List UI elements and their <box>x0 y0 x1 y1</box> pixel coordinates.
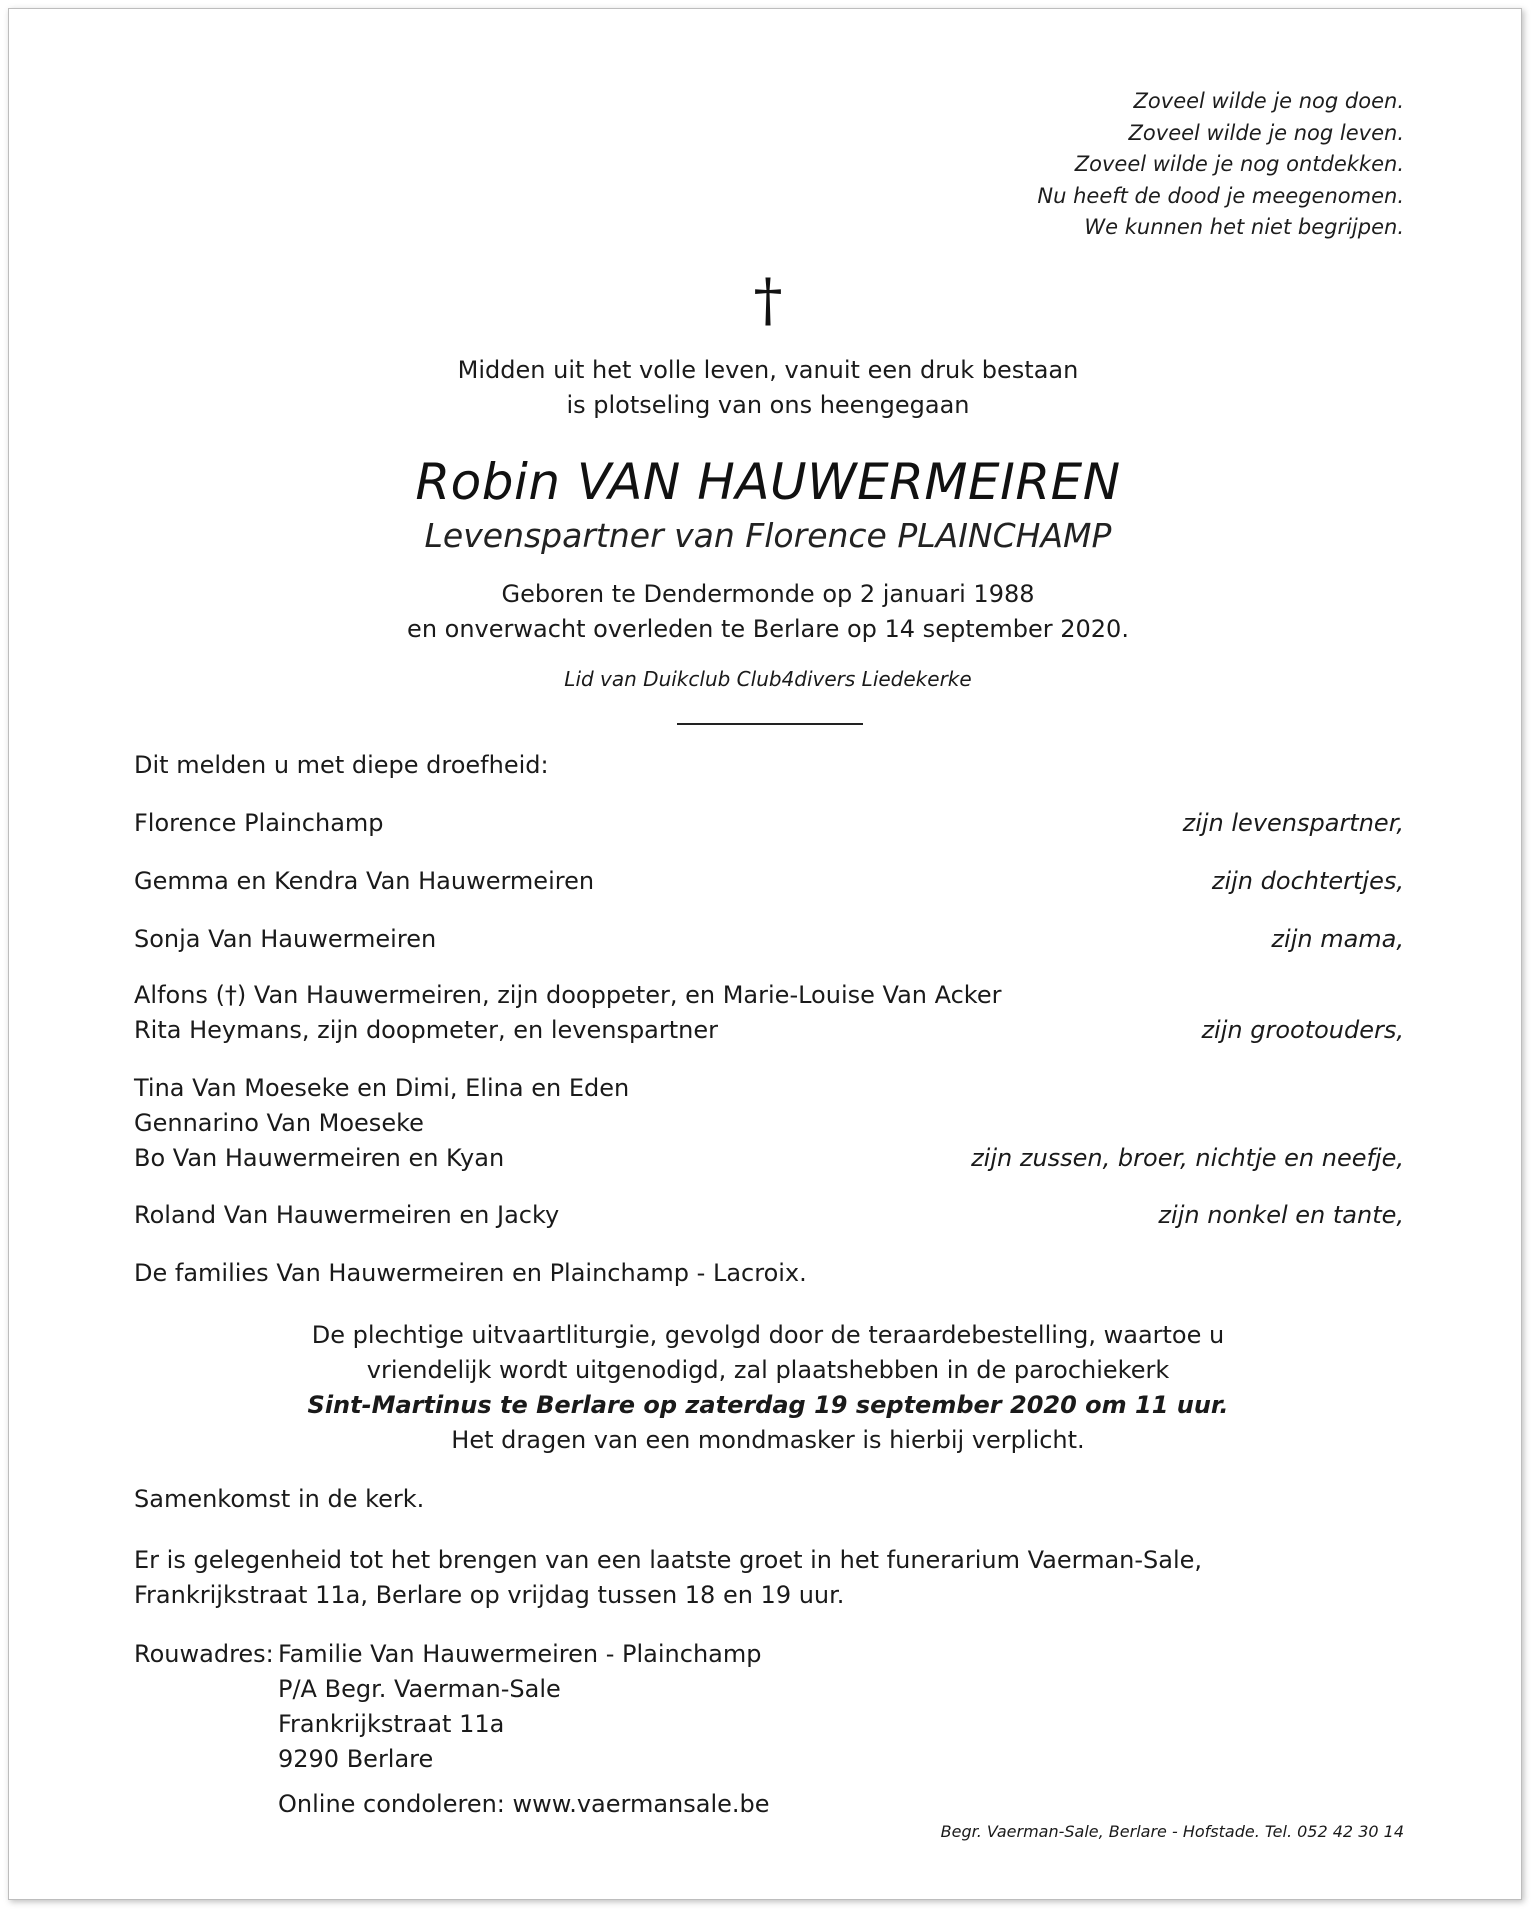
family-names: Gemma en Kendra Van Hauwermeiren <box>134 867 595 895</box>
intro-text <box>0 353 1536 423</box>
family-row <box>134 978 1404 1048</box>
club-membership: Lid van Duikclub Club4divers Liedekerke <box>564 667 972 691</box>
families-line: De families Van Hauwermeiren en Plainchamp - Lacroix. <box>134 1259 807 1287</box>
ceremony-line: vriendelijk wordt uitgenodigd, zal plaatshebben in de parochiekerk <box>366 1356 1170 1384</box>
farewell-line: Frankrijkstraat 11a, Berlare op vrijdag tussen 18 en 19 uur. <box>134 1581 845 1609</box>
family-names: Rita Heymans, zijn doopmeter, en levenspartner <box>134 1016 719 1044</box>
birth-death-info <box>0 577 1536 647</box>
divider-line <box>677 723 863 725</box>
family-row <box>134 806 1404 841</box>
family-names: Florence Plainchamp <box>134 809 384 837</box>
family-relation: zijn grootouders, <box>1201 1016 1404 1044</box>
family-row <box>134 922 1404 957</box>
family-row <box>134 1071 1404 1176</box>
family-names: Gennarino Van Moeseke <box>134 1109 424 1137</box>
gathering: Samenkomst in de kerk. <box>134 1485 425 1513</box>
address-lines <box>278 1637 762 1777</box>
family-relation: zijn zussen, broer, nichtje en neefje, <box>971 1144 1404 1172</box>
birth-line: Geboren te Dendermonde op 2 januari 1988 <box>501 580 1035 608</box>
family-relation: zijn dochtertjes, <box>1211 867 1404 895</box>
family-names: Tina Van Moeseke en Dimi, Elina en Eden <box>134 1074 630 1102</box>
ceremony-line: Het dragen van een mondmasker is hierbij verplicht. <box>451 1426 1085 1454</box>
family-row <box>134 1198 1404 1233</box>
address-line: Frankrijkstraat 11a <box>278 1710 505 1738</box>
intro-line: Midden uit het volle leven, vanuit een druk bestaan <box>457 356 1079 384</box>
family-names: Roland Van Hauwermeiren en Jacky <box>134 1201 560 1229</box>
announcement: Dit melden u met diepe droefheid: <box>134 751 549 779</box>
farewell-line: Er is gelegenheid tot het brengen van een laatste groet in het funerarium Vaerman-Sale, <box>134 1546 1203 1574</box>
death-line: en onverwacht overleden te Berlare op 14 september 2020. <box>407 615 1129 643</box>
family-names: Alfons (†) Van Hauwermeiren, zijn dooppeter, en Marie-Louise Van Acker <box>134 981 1002 1009</box>
poem-line: Zoveel wilde je nog doen. <box>1133 89 1404 113</box>
address-line: 9290 Berlare <box>278 1745 434 1773</box>
cross-icon: † <box>753 266 783 334</box>
family-row <box>134 864 1404 899</box>
intro-line: is plotseling van ons heengegaan <box>566 391 970 419</box>
footer-credit: Begr. Vaerman-Sale, Berlare - Hofstade. Tel. 052 42 30 14 <box>940 1822 1404 1841</box>
poem-line: Nu heeft de dood je meegenomen. <box>1037 183 1404 208</box>
ceremony-line: De plechtige uitvaartliturgie, gevolgd door de teraardebestelling, waartoe u <box>311 1321 1225 1349</box>
address-line: Familie Van Hauwermeiren - Plainchamp <box>278 1640 762 1668</box>
partner-line: Levenspartner van Florence PLAINCHAMP <box>424 516 1112 555</box>
family-relation: zijn levenspartner, <box>1182 809 1404 837</box>
poem-line: Zoveel wilde je nog leven. <box>1128 120 1404 145</box>
address-line: P/A Begr. Vaerman-Sale <box>278 1675 561 1703</box>
family-names: Bo Van Hauwermeiren en Kyan <box>134 1144 505 1172</box>
poem-line: We kunnen het niet begrijpen. <box>1084 215 1404 239</box>
deceased-name: Robin VAN HAUWERMEIREN <box>415 453 1121 511</box>
farewell-info <box>134 1543 1202 1613</box>
online-condolence: Online condoleren: www.vaermansale.be <box>278 1790 770 1818</box>
poem <box>1037 86 1404 244</box>
family-relation: zijn mama, <box>1271 925 1404 953</box>
ceremony-location: Sint-Martinus te Berlare op zaterdag 19 september 2020 om 11 uur. <box>307 1391 1229 1419</box>
family-relation: zijn nonkel en tante, <box>1158 1201 1404 1229</box>
poem-line: Zoveel wilde je nog ontdekken. <box>1074 152 1404 176</box>
ceremony-info <box>0 1318 1536 1458</box>
family-names: Sonja Van Hauwermeiren <box>134 925 437 953</box>
address-label: Rouwadres: <box>134 1640 274 1668</box>
